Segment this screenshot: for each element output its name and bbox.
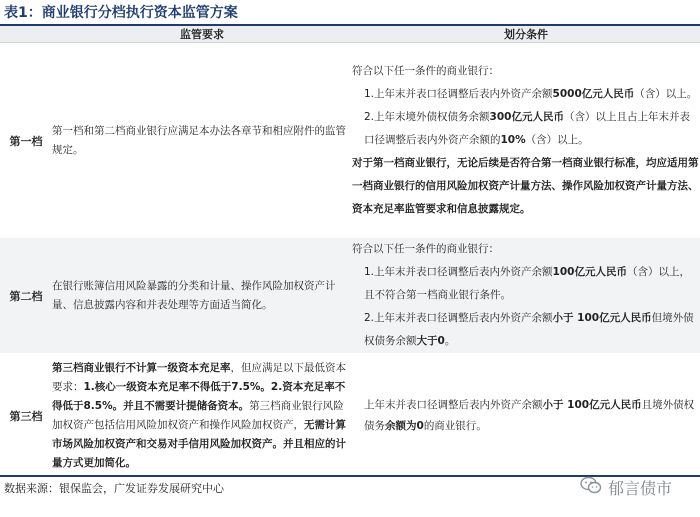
tier1-cond-1: 1.上年末并表口径调整后表内外资产余额5000亿元人民币（含）以上。 [364, 88, 698, 100]
tier2-cond-1: 1.上年末并表口径调整后表内外资产余额100亿元人民币（含）以上，且不符合第一档商业银行条件。 [364, 266, 690, 301]
tier1-note: 对于第一档商业银行，无论后续是否符合第一档商业银行标准，均应适用第一档商业银行的信用风险加权资产计量方法、操作风险加权资产计量方法、资本充足率监管要求和信息披露规定。 [352, 157, 699, 215]
tier1-label: 第一档 [9, 134, 43, 148]
table-row-tier2 [0, 238, 700, 353]
tier2-requirement: 在银行账簿信用风险暴露的分类和计量、操作风险加权资产计量、信息披露内容和并表处理等方面适当简化。 [52, 238, 352, 353]
watermark-text: 郁言债市 [608, 478, 673, 498]
tier1-condition [352, 43, 700, 239]
tier2-label: 第二档 [0, 238, 52, 353]
watermark [580, 474, 698, 500]
regulation-table [0, 26, 700, 479]
header-requirement: 监管要求 [52, 26, 352, 43]
table-row-tier1 [0, 43, 700, 239]
tier1-requirement: 第一档和第二档商业银行应满足本办法各章节和相应附件的监管规定。 [52, 124, 346, 156]
tier2-cond-intro: 符合以下任一条件的商业银行： [352, 243, 499, 255]
header-tier [0, 26, 52, 43]
tier1-cond-2: 2.上年末境外债权债务余额300亿元人民币（含）以上且占上年末并表口径调整后表内外资产余额的10%（含）以上。 [364, 111, 690, 146]
tier3-condition: 上年末并表口径调整后表内外资产余额小于 100亿元人民币且境外债权债务余额为0的商业银行。 [364, 399, 695, 432]
title-bar [0, 0, 700, 26]
tier2-cond-2: 2.上年末并表口径调整后表内外资产余额小于 100亿元人民币但境外债权债务余额大于0。 [364, 312, 694, 347]
header-condition: 划分条件 [352, 26, 700, 43]
tier2-condition [352, 238, 700, 353]
table-header-row [0, 26, 700, 43]
tier3-label: 第三档 [9, 410, 43, 423]
tier1-cond-intro: 符合以下任一条件的商业银行： [352, 65, 499, 77]
wechat-icon [580, 476, 602, 498]
source-note: 数据来源：银保监会，广发证券发展研究中心 [4, 482, 224, 495]
tier3-requirement: 第三档商业银行不计算一级资本充足率，但应满足以下最低资本要求：1.核心一级资本充足率不得低于7.5%。2.资本充足率不得低于8.5%。并且不需要计提储备资本。第三档商业银行风险加权资产包括信用风险加权资产和操作风险加权资产，无需计算市场风险加权资产和交易对手信用风险加权资产。并且相应的计量方式更加简化。 [52, 362, 346, 469]
table-row-tier3 [0, 353, 700, 479]
table-title: 表1：商业银行分档执行资本监管方案 [4, 5, 238, 21]
